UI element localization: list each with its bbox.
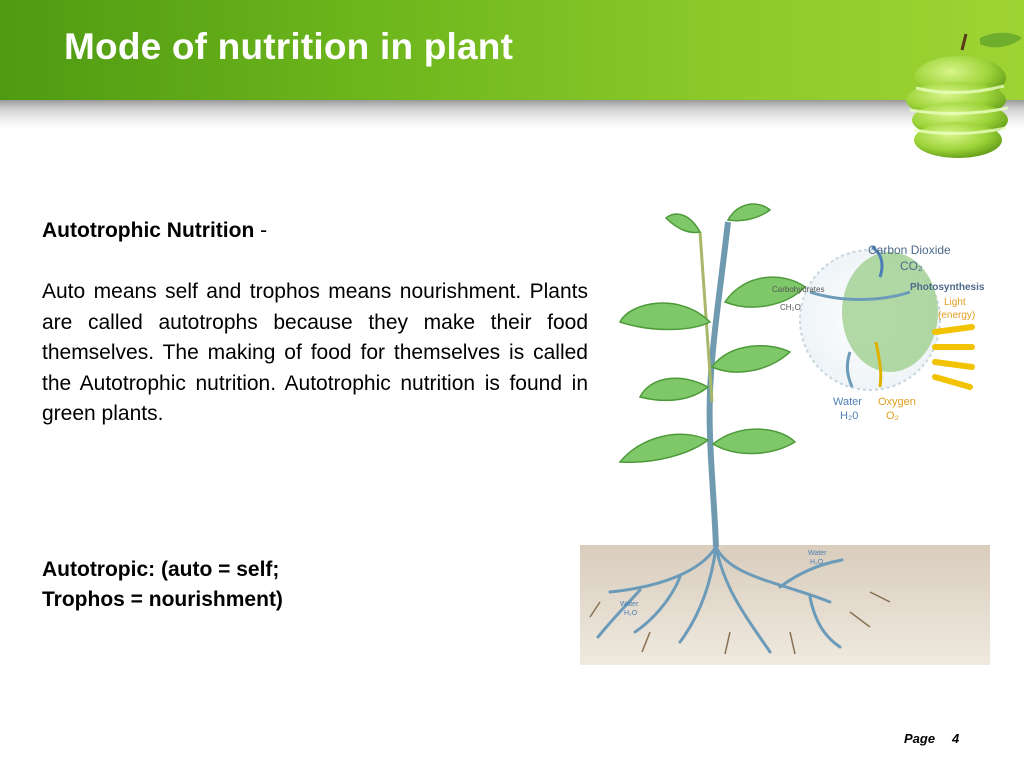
definition-line-1: Autotropic: (auto = self; xyxy=(42,558,280,581)
label-light: Light xyxy=(944,297,966,308)
label-co2: CO₂ xyxy=(900,259,923,273)
label-o2: O₂ xyxy=(886,410,899,422)
subheading-bold: Autotrophic Nutrition xyxy=(42,219,255,242)
label-carbohydrates: Carbohydrates xyxy=(772,285,825,294)
label-h2o: H₂0 xyxy=(840,410,859,422)
subheading-suffix: - xyxy=(254,219,268,242)
subheading xyxy=(42,219,267,243)
plant-stem xyxy=(710,222,728,547)
page-number: Page 4 xyxy=(904,731,946,746)
label-ch2o: CH₂O xyxy=(780,303,801,312)
definition-line-2: Trophos = nourishment) xyxy=(42,588,283,611)
label-energy: (energy) xyxy=(938,310,976,321)
label-oxygen: Oxygen xyxy=(878,396,916,408)
label-photosynthesis: Photosynthesis xyxy=(910,282,985,293)
label-carbon-dioxide: Carbon Dioxide xyxy=(868,243,951,257)
soil-area xyxy=(580,545,990,665)
plant-photosynthesis-diagram xyxy=(580,192,990,672)
slide-title: Mode of nutrition in plant xyxy=(64,26,514,67)
definition-block xyxy=(42,555,283,615)
label-h2o-soil-left: H₂O xyxy=(624,610,638,617)
light-rays xyxy=(935,327,972,387)
body-paragraph: Auto means self and trophos means nourishment. Plants are called autotrophs because they make their food themselves. The making of food for themselves is called the Autotrophic nutrition. Autotrophic nutrition is found in green plants. xyxy=(42,280,588,425)
title-bar-shadow xyxy=(0,100,1024,128)
label-water: Water xyxy=(833,396,862,408)
label-water-soil-right: Water xyxy=(808,550,827,557)
label-water-soil-left: Water xyxy=(620,601,639,608)
label-h2o-soil-right: H₂O xyxy=(810,559,824,566)
apple-decoration-icon xyxy=(896,28,1024,178)
